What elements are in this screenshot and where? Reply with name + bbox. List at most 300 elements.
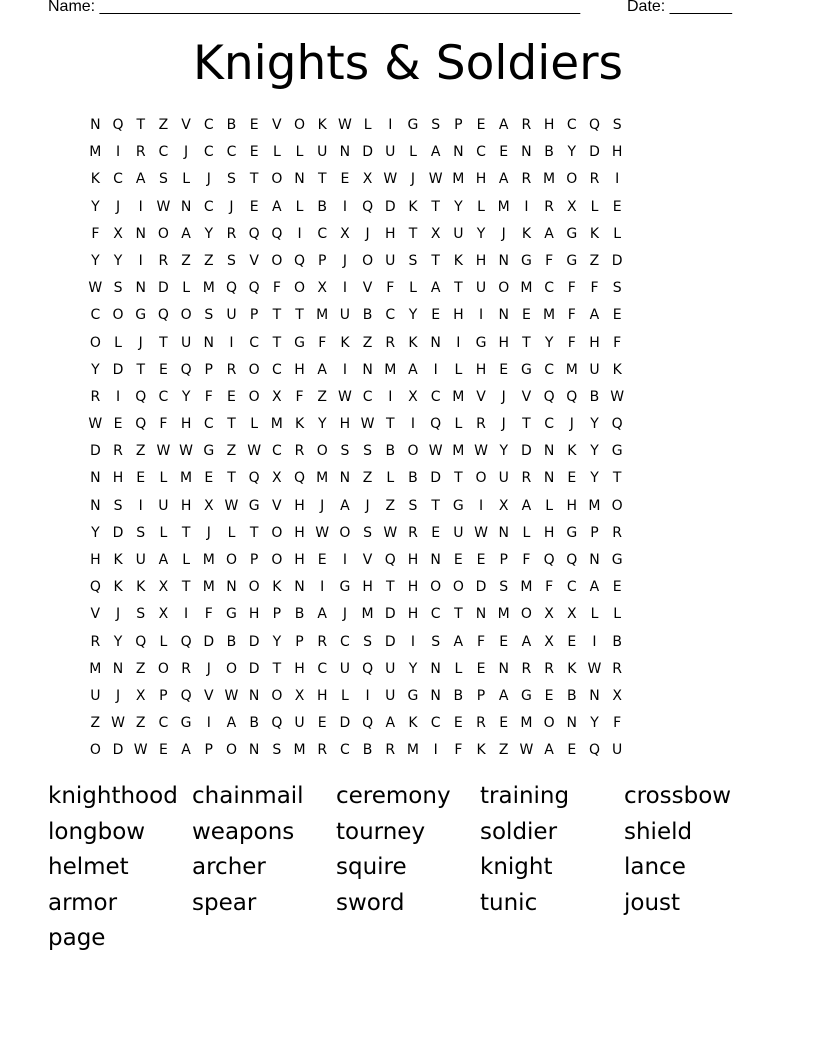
grid-row	[84, 275, 629, 302]
grid-letter: I	[342, 198, 347, 215]
grid-letter: L	[363, 117, 372, 133]
grid-letter: N	[294, 579, 305, 596]
grid-letter: L	[250, 416, 259, 433]
grid-letter: L	[182, 280, 190, 297]
grid-letter: P	[590, 524, 599, 541]
grid-letter: K	[408, 715, 418, 732]
grid-row	[84, 357, 629, 384]
grid-letter: B	[226, 633, 237, 650]
grid-letter: F	[590, 280, 599, 297]
grid-letter: F	[545, 579, 554, 596]
grid-letter: J	[229, 198, 234, 215]
grid-letter: S	[113, 497, 123, 514]
grid-letter: R	[544, 660, 554, 677]
grid-letter: R	[294, 443, 305, 460]
grid-letter: F	[204, 388, 213, 405]
grid-letter: T	[612, 470, 622, 487]
grid-letter: E	[431, 524, 441, 541]
grid-letter: S	[227, 252, 236, 269]
grid-letter: M	[520, 715, 533, 732]
grid-letter: F	[295, 388, 304, 405]
grid-letter: M	[270, 416, 283, 433]
grid-letter: C	[203, 144, 214, 161]
grid-letter: C	[544, 361, 554, 378]
grid-letter: I	[184, 606, 189, 623]
grid-letter: W	[224, 687, 239, 704]
grid-letter: Q	[543, 552, 555, 568]
grid-letter: S	[431, 633, 441, 650]
grid-letter: C	[203, 416, 214, 433]
grid-letter: I	[388, 117, 393, 133]
grid-letter: M	[452, 388, 465, 405]
grid-letter: P	[204, 361, 213, 378]
grid-letter: L	[409, 280, 417, 297]
grid-letter: R	[226, 225, 237, 242]
grid-letter: H	[180, 416, 192, 433]
word-list-item: shield	[624, 818, 693, 845]
grid-letter: T	[136, 361, 145, 378]
grid-letter: S	[227, 171, 236, 188]
grid-letter: P	[204, 742, 213, 759]
grid-letter: O	[294, 280, 306, 297]
grid-letter: N	[339, 470, 351, 487]
grid-letter: U	[385, 660, 396, 677]
grid-letter: A	[430, 280, 441, 297]
grid-row	[84, 710, 629, 737]
word-list-item: knight	[480, 854, 553, 881]
grid-letter: E	[567, 742, 577, 759]
grid-letter: E	[499, 633, 509, 650]
grid-letter: A	[589, 307, 600, 324]
grid-letter: Y	[408, 660, 418, 677]
grid-letter: G	[407, 117, 419, 133]
grid-row	[84, 683, 629, 710]
grid-letter: M	[565, 361, 578, 378]
grid-letter: W	[360, 416, 375, 433]
grid-letter: J	[184, 144, 189, 161]
grid-letter: O	[225, 660, 237, 677]
grid-letter: Q	[294, 252, 306, 269]
grid-letter: F	[522, 552, 531, 568]
grid-letter: Q	[611, 416, 623, 433]
grid-letter: I	[365, 687, 370, 704]
grid-letter: Y	[590, 443, 599, 460]
grid-letter: T	[408, 225, 418, 242]
grid-letter: D	[112, 524, 124, 541]
grid-letter: Q	[248, 280, 260, 297]
grid-letter: C	[203, 117, 214, 133]
grid-letter: S	[204, 307, 214, 324]
grid-letter: Z	[226, 443, 237, 460]
grid-letter: L	[159, 470, 168, 487]
grid-letter: M	[316, 307, 329, 324]
grid-letter: U	[453, 225, 464, 242]
grid-letter: J	[365, 497, 370, 514]
grid-letter: W	[224, 497, 239, 514]
grid-letter: B	[544, 144, 554, 161]
grid-letter: I	[138, 252, 143, 269]
grid-letter: C	[317, 660, 328, 677]
grid-letter: I	[206, 715, 211, 732]
grid-letter: T	[227, 416, 236, 433]
grid-letter: E	[521, 307, 531, 324]
grid-letter: X	[566, 198, 577, 215]
grid-letter: H	[248, 606, 260, 623]
grid-letter: L	[386, 470, 395, 487]
grid-letter: P	[476, 687, 486, 704]
grid-letter: A	[498, 171, 509, 188]
grid-letter: Q	[135, 633, 147, 650]
grid-letter: R	[90, 633, 101, 650]
grid-letter: G	[452, 497, 464, 514]
grid-letter: U	[385, 252, 396, 269]
grid-letter: S	[158, 171, 168, 188]
grid-letter: R	[158, 252, 169, 269]
grid-letter: D	[430, 470, 442, 487]
grid-letter: T	[522, 416, 531, 433]
grid-letter: W	[315, 524, 330, 541]
grid-letter: I	[433, 742, 438, 759]
grid-letter: O	[498, 280, 510, 297]
grid-letter: W	[383, 171, 398, 188]
grid-letter: E	[567, 633, 577, 650]
grid-letter: J	[365, 225, 370, 242]
grid-letter: S	[408, 497, 418, 514]
grid-letter: S	[136, 524, 146, 541]
grid-letter: Q	[588, 742, 600, 759]
grid-letter: T	[249, 524, 259, 541]
grid-letter: Q	[180, 687, 192, 704]
grid-letter: E	[612, 579, 622, 596]
grid-letter: H	[294, 524, 305, 541]
grid-letter: J	[342, 606, 347, 623]
grid-row	[84, 465, 629, 492]
grid-letter: T	[386, 579, 395, 596]
grid-letter: S	[363, 443, 373, 460]
grid-letter: H	[339, 416, 351, 433]
grid-letter: C	[385, 307, 396, 324]
grid-letter: I	[456, 334, 461, 351]
grid-row	[84, 221, 629, 248]
grid-letter: K	[136, 579, 146, 596]
grid-letter: F	[567, 334, 576, 351]
grid-letter: M	[520, 280, 533, 297]
grid-letter: D	[384, 606, 396, 623]
grid-letter: N	[430, 660, 441, 677]
grid-letter: F	[545, 252, 554, 269]
grid-letter: R	[521, 470, 532, 487]
grid-letter: D	[611, 252, 623, 269]
grid-letter: B	[294, 606, 305, 623]
grid-row	[84, 248, 629, 275]
grid-letter: N	[475, 606, 487, 623]
grid-letter: A	[521, 497, 532, 514]
grid-letter: A	[181, 225, 191, 242]
grid-letter: B	[385, 443, 396, 460]
grid-letter: Y	[91, 252, 100, 269]
grid-row	[84, 601, 629, 628]
grid-letter: F	[613, 715, 622, 732]
grid-letter: A	[385, 715, 396, 732]
grid-letter: L	[613, 606, 622, 623]
grid-letter: F	[567, 280, 576, 297]
grid-letter: N	[90, 497, 101, 514]
grid-letter: S	[408, 252, 418, 269]
word-list-item: spear	[192, 889, 257, 916]
grid-letter: C	[544, 280, 554, 297]
grid-letter: Q	[362, 198, 374, 215]
grid-letter: Y	[408, 307, 418, 324]
grid-letter: R	[589, 171, 600, 188]
grid-letter: Y	[113, 633, 123, 650]
grid-letter: N	[589, 687, 600, 704]
grid-letter: R	[135, 144, 146, 161]
grid-letter: A	[544, 225, 554, 242]
grid-letter: V	[521, 388, 532, 405]
grid-letter: A	[430, 144, 441, 161]
grid-letter: E	[476, 552, 486, 568]
grid-letter: Q	[430, 416, 442, 433]
grid-letter: W	[383, 524, 398, 541]
grid-letter: B	[453, 687, 464, 704]
grid-letter: H	[566, 497, 578, 514]
grid-letter: G	[180, 715, 192, 732]
grid-letter: G	[475, 334, 487, 351]
grid-letter: E	[204, 470, 214, 487]
grid-letter: T	[454, 280, 463, 297]
grid-letter: W	[156, 443, 171, 460]
grid-letter: Q	[362, 715, 374, 732]
grid-letter: T	[454, 470, 463, 487]
grid-letter: S	[340, 443, 350, 460]
grid-letter: C	[271, 361, 282, 378]
grid-letter: L	[341, 687, 349, 704]
grid-letter: U	[158, 497, 169, 514]
grid-letter: C	[158, 388, 169, 405]
grid-letter: C	[271, 443, 282, 460]
grid-letter: U	[498, 470, 509, 487]
grid-letter: M	[497, 606, 510, 623]
grid-letter: F	[204, 606, 213, 623]
grid-letter: M	[384, 361, 397, 378]
grid-letter: V	[181, 117, 191, 133]
grid-letter: G	[294, 334, 305, 351]
grid-letter: N	[112, 660, 124, 677]
grid-letter: C	[544, 416, 554, 433]
grid-letter: E	[317, 552, 327, 568]
grid-letter: L	[159, 524, 168, 541]
grid-letter: G	[520, 252, 532, 269]
grid-letter: O	[180, 307, 192, 324]
grid-letter: O	[339, 524, 351, 541]
grid-letter: X	[544, 606, 554, 623]
grid-letter: L	[182, 171, 190, 188]
grid-letter: L	[590, 606, 599, 623]
grid-letter: Q	[135, 388, 147, 405]
grid-letter: E	[340, 171, 350, 188]
grid-letter: X	[113, 225, 123, 242]
grid-letter: R	[317, 633, 328, 650]
grid-letter: R	[521, 117, 532, 133]
grid-letter: C	[249, 334, 260, 351]
grid-letter: D	[248, 660, 260, 677]
grid-letter: Y	[272, 633, 282, 650]
grid-letter: K	[113, 552, 123, 568]
grid-letter: Q	[248, 470, 260, 487]
grid-letter: X	[544, 633, 554, 650]
word-list-item: helmet	[48, 854, 129, 881]
grid-letter: N	[498, 252, 509, 269]
grid-letter: V	[203, 687, 214, 704]
grid-letter: H	[407, 606, 419, 623]
grid-letter: I	[138, 198, 143, 215]
grid-letter: G	[566, 252, 578, 269]
grid-letter: H	[316, 687, 328, 704]
grid-letter: J	[501, 225, 506, 242]
grid-letter: W	[428, 443, 443, 460]
grid-letter: H	[180, 497, 192, 514]
grid-letter: O	[316, 443, 328, 460]
grid-letter: Y	[113, 252, 123, 269]
grid-letter: A	[135, 171, 146, 188]
grid-letter: C	[430, 388, 441, 405]
grid-letter: D	[475, 579, 487, 596]
grid-letter: L	[295, 144, 304, 161]
grid-letter: Q	[271, 715, 283, 732]
grid-letter: U	[317, 144, 328, 161]
grid-letter: M	[452, 443, 465, 460]
grid-letter: I	[388, 388, 393, 405]
grid-letter: U	[385, 687, 396, 704]
grid-letter: N	[498, 307, 509, 324]
grid-letter: N	[180, 198, 192, 215]
grid-letter: L	[409, 144, 417, 161]
grid-letter: S	[612, 117, 622, 133]
grid-letter: I	[297, 225, 302, 242]
grid-letter: C	[430, 715, 441, 732]
grid-letter: G	[407, 687, 419, 704]
grid-letter: O	[89, 742, 101, 759]
grid-letter: N	[430, 334, 441, 351]
grid-letter: L	[182, 552, 190, 568]
grid-letter: E	[567, 470, 577, 487]
grid-letter: O	[271, 524, 283, 541]
grid-letter: N	[498, 524, 509, 541]
grid-letter: J	[501, 388, 506, 405]
grid-letter: S	[272, 742, 282, 759]
grid-letter: J	[115, 198, 121, 215]
grid-letter: Q	[248, 225, 260, 242]
grid-letter: W	[156, 198, 171, 215]
grid-letter: F	[454, 742, 463, 759]
grid-letter: Y	[544, 334, 554, 351]
grid-letter: H	[112, 470, 124, 487]
grid-letter: K	[408, 198, 418, 215]
grid-letter: Y	[476, 225, 486, 242]
grid-letter: K	[453, 252, 463, 269]
grid-letter: O	[89, 334, 101, 351]
grid-letter: C	[158, 715, 169, 732]
grid-letter: T	[159, 334, 168, 351]
grid-letter: B	[612, 633, 622, 650]
grid-letter: W	[474, 524, 488, 541]
grid-letter: R	[385, 334, 396, 351]
grid-letter: Q	[566, 388, 578, 405]
grid-letter: K	[113, 579, 123, 596]
grid-letter: X	[317, 280, 328, 297]
grid-letter: W	[610, 388, 625, 405]
word-list-item: knighthood	[48, 783, 178, 809]
grid-letter: Z	[135, 443, 146, 460]
grid-letter: T	[431, 198, 440, 215]
word-list-item: lance	[624, 854, 686, 881]
grid-letter: N	[430, 552, 441, 568]
grid-letter: Z	[158, 117, 169, 133]
grid-letter: A	[226, 715, 237, 732]
grid-letter: O	[452, 579, 464, 596]
grid-letter: I	[115, 144, 121, 161]
grid-letter: A	[453, 633, 464, 650]
grid-letter: U	[453, 524, 464, 541]
grid-letter: K	[294, 416, 305, 433]
grid-letter: K	[408, 334, 418, 351]
grid-letter: K	[567, 660, 577, 677]
grid-letter: D	[589, 144, 600, 161]
grid-letter: E	[431, 307, 441, 324]
grid-letter: T	[295, 307, 304, 324]
grid-letter: G	[135, 307, 147, 324]
grid-letter: L	[545, 497, 553, 514]
grid-letter: N	[566, 715, 578, 732]
grid-letter: L	[159, 633, 168, 650]
word-list-item: weapons	[192, 818, 295, 845]
grid-letter: M	[202, 280, 215, 297]
grid-letter: T	[431, 252, 440, 269]
grid-letter: O	[271, 552, 283, 568]
grid-letter: P	[249, 307, 259, 324]
grid-row	[84, 520, 629, 547]
grid-letter: K	[90, 171, 100, 188]
grid-letter: N	[248, 687, 260, 704]
grid-letter: A	[340, 497, 350, 514]
grid-letter: N	[453, 144, 464, 161]
grid-letter: L	[590, 198, 599, 215]
grid-letter: U	[294, 715, 305, 732]
grid-letter: D	[384, 633, 396, 650]
grid-letter: W	[337, 388, 352, 405]
grid-row	[84, 384, 629, 411]
grid-letter: W	[88, 416, 103, 433]
grid-letter: H	[294, 660, 305, 677]
grid-letter: O	[112, 307, 124, 324]
grid-letter: S	[499, 579, 509, 596]
grid-letter: U	[135, 552, 146, 568]
grid-letter: S	[612, 280, 622, 297]
grid-letter: I	[410, 416, 416, 433]
grid-letter: N	[226, 579, 237, 596]
grid-letter: O	[407, 443, 419, 460]
grid-letter: Q	[180, 361, 192, 378]
grid-letter: K	[567, 443, 577, 460]
grid-letter: E	[612, 198, 622, 215]
grid-letter: P	[249, 552, 259, 568]
grid-letter: H	[611, 144, 623, 161]
grid-letter: H	[294, 497, 305, 514]
grid-letter: Y	[590, 470, 599, 487]
grid-letter: O	[430, 579, 442, 596]
grid-letter: T	[249, 171, 259, 188]
grid-letter: D	[112, 742, 124, 759]
